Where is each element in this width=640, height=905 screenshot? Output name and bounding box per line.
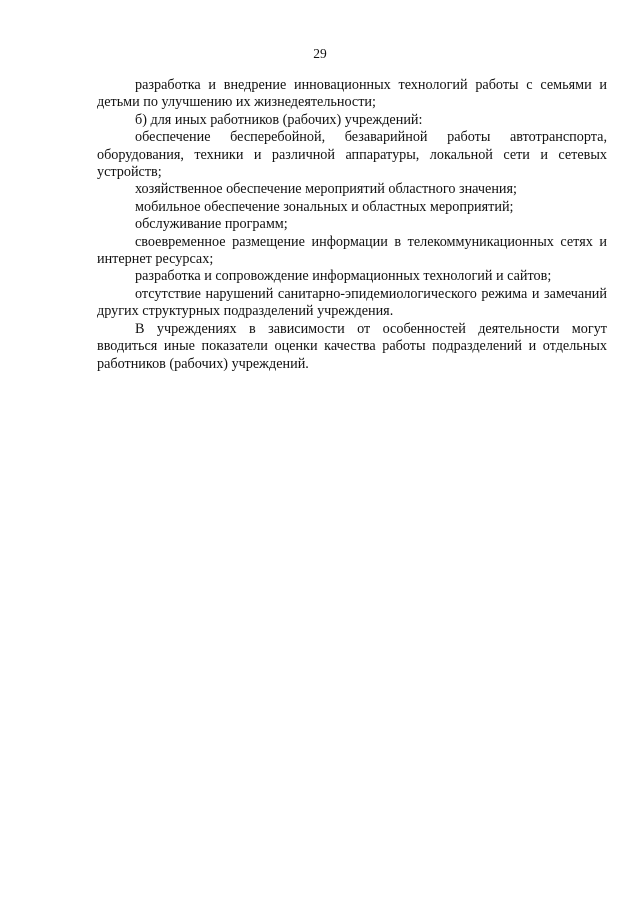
paragraph-other-workers-heading: б) для иных работников (рабочих) учреждений: bbox=[135, 111, 423, 128]
page-number: 29 bbox=[313, 46, 327, 61]
paragraph-it-development: разработка и сопровождение информационных технологий и сайтов; bbox=[135, 268, 552, 285]
paragraph-other-indicators: В учреждениях в зависимости от особенностей деятельности могут вводиться иные показатели оценки качества работы подразделений и отдельных работников (рабочих) учреждений. bbox=[97, 320, 607, 372]
paragraph-household-support: хозяйственное обеспечение мероприятий областного значения; bbox=[135, 181, 517, 198]
paragraph-information-placement: своевременное размещение информации в телекоммуникационных сетях и интернет ресурсах; bbox=[97, 233, 607, 268]
paragraph-program-maintenance: обслуживание программ; bbox=[135, 216, 288, 233]
paragraph-uninterrupted-operation: обеспечение бесперебойной, безаварийной работы автотранспорта, оборудования, техники и различной аппаратуры, локальной сети и сетевых устройств; bbox=[97, 129, 607, 181]
document-body bbox=[97, 77, 607, 373]
paragraph-no-violations: отсутствие нарушений санитарно-эпидемиологического режима и замечаний других структурных подразделений учреждения. bbox=[97, 285, 607, 320]
paragraph-mobile-support: мобильное обеспечение зональных и областных мероприятий; bbox=[135, 198, 514, 215]
paragraph-innovation-technologies: разработка и внедрение инновационных технологий работы с семьями и детьми по улучшению их жизнедеятельности; bbox=[97, 77, 607, 111]
